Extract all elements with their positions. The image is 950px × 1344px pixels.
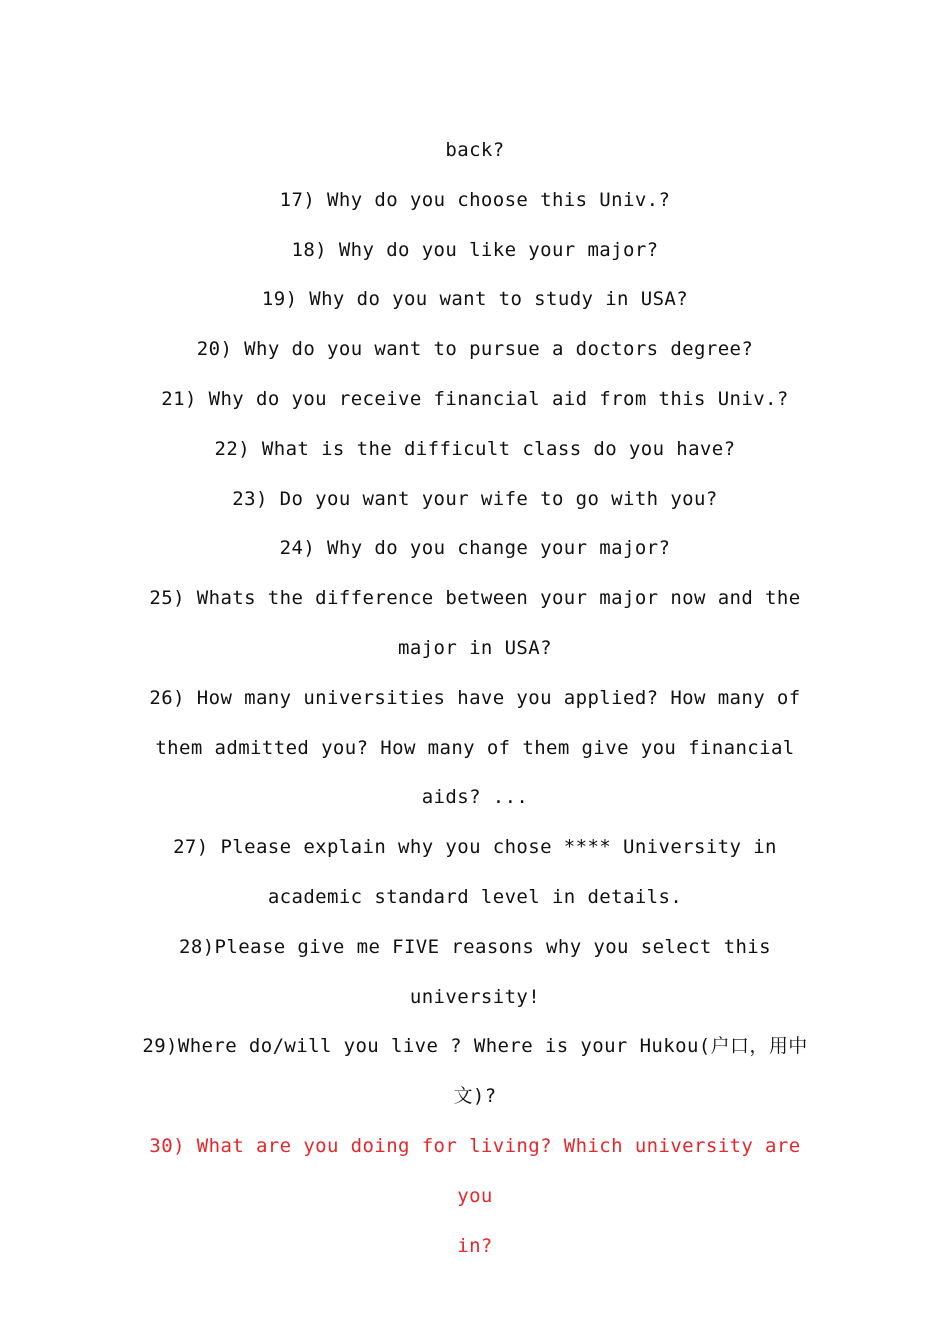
question-27-line-1: 27) Please explain why you chose **** University in [173,836,777,859]
question-18: 18) Why do you like your major? [291,238,659,261]
question-28-line-1: 28)Please give me FIVE reasons why you select this [179,935,771,958]
question-25-line-1: 25) Whats the difference between your major now and the [149,587,801,610]
question-26-line-1: 26) How many universities have you applied? How many of [149,686,801,709]
question-20: 20) Why do you want to pursue a doctors degree? [196,338,754,361]
question-24: 24) Why do you change your major? [279,537,671,560]
text-line: back? [445,139,505,161]
question-17: 17) Why do you choose this Univ.? [279,188,671,211]
question-30-line-2: in? [457,1234,493,1257]
question-26-line-3: aids? ... [421,786,529,809]
question-28-line-2: university! [409,985,541,1008]
question-23: 23) Do you want your wife to go with you? [232,487,718,510]
question-21: 21) Why do you receive financial aid from this Univ.? [161,387,789,410]
question-22: 22) What is the difficult class do you have? [214,437,736,460]
question-19: 19) Why do you want to study in USA? [261,288,689,311]
question-29-line-2: 文)? [453,1085,497,1108]
question-list [140,126,813,1271]
question-30-line-1: 30) What are you doing for living? Which university are you [149,1134,813,1207]
question-27-line-2: academic standard level in details. [267,885,683,908]
question-25-line-2: major in USA? [398,636,552,659]
question-26-line-2: them admitted you? How many of them give you financial [155,736,795,759]
question-29-line-1: 29)Where do/will you live ? Where is your Hukou(户口，用中 [142,1035,808,1058]
